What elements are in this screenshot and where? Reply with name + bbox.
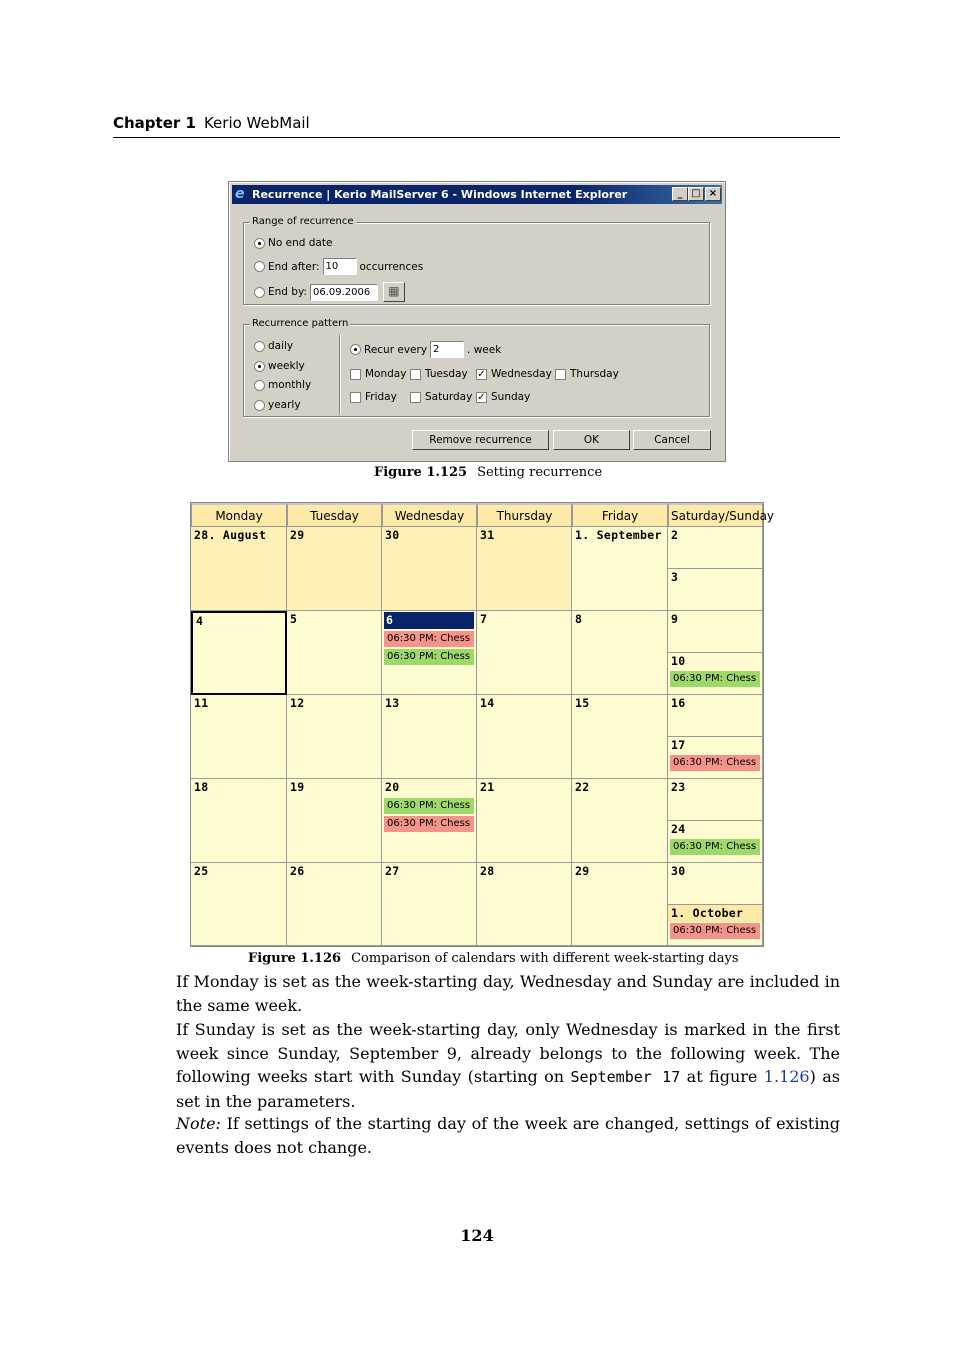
day-checkbox-tuesday[interactable] — [410, 368, 468, 380]
day-cell[interactable] — [382, 695, 477, 779]
day-checkbox-saturday[interactable] — [410, 391, 472, 403]
chapter-number: Chapter 1 — [113, 114, 196, 132]
friday-label: Friday — [365, 391, 397, 403]
cancel-button[interactable]: Cancel — [633, 430, 711, 450]
header-tuesday: Tuesday — [287, 503, 382, 527]
tuesday-checkbox[interactable] — [410, 369, 421, 380]
sunday-label: Sunday — [491, 391, 531, 403]
day-cell[interactable] — [382, 779, 477, 863]
dialog-titlebar — [232, 185, 722, 204]
event-chess[interactable]: 06:30 PM: Chess — [670, 755, 760, 771]
wednesday-label: Wednesday — [491, 368, 552, 380]
figure-label: Figure 1.125 — [374, 465, 468, 480]
remove-recurrence-button[interactable]: Remove recurrence — [412, 430, 549, 450]
sunday-checkbox[interactable]: ✓ — [477, 391, 486, 403]
day-number: 14 — [480, 696, 495, 710]
end-after-input[interactable]: 10 — [323, 258, 357, 275]
day-cell[interactable] — [287, 611, 382, 695]
saturday-label: Saturday — [425, 391, 473, 403]
day-number: 28 — [480, 864, 495, 878]
wednesday-checkbox[interactable]: ✓ — [477, 368, 486, 380]
ie-icon: e — [235, 186, 245, 202]
day-cell[interactable] — [572, 611, 668, 695]
day-cell[interactable] — [191, 527, 287, 611]
inline-code: September 17 — [570, 1068, 681, 1086]
weekly-option[interactable] — [254, 360, 305, 372]
monthly-option[interactable] — [254, 379, 311, 391]
monday-checkbox[interactable] — [350, 369, 361, 380]
day-cell[interactable] — [572, 527, 668, 611]
recur-every-row[interactable] — [350, 341, 501, 358]
day-number: 17 — [671, 738, 686, 752]
header-monday: Monday — [191, 503, 287, 527]
day-number: 25 — [194, 864, 209, 878]
day-cell[interactable] — [572, 695, 668, 779]
close-icon[interactable]: × — [705, 187, 721, 201]
day-number: 19 — [290, 780, 305, 794]
day-cell[interactable] — [668, 611, 763, 653]
day-number: 15 — [575, 696, 590, 710]
calendar-picker-icon[interactable]: ▦ — [383, 282, 405, 302]
day-number: 22 — [575, 780, 590, 794]
figure-link[interactable]: 1.126 — [763, 1067, 810, 1086]
pattern-group — [243, 318, 710, 417]
monday-label: Monday — [365, 368, 407, 380]
figure-text: Setting recurrence — [477, 465, 603, 480]
thursday-checkbox[interactable] — [555, 369, 566, 380]
end-by-option[interactable] — [254, 282, 405, 302]
monthly-radio[interactable] — [254, 380, 265, 391]
paragraph-text: If Sunday is set as the week-starting day, only Wednesday is marked in the first week since Sunday, September 9, already belongs to the following week. The following weeks start with Sunday (starting on — [176, 1020, 840, 1086]
friday-checkbox[interactable] — [350, 392, 361, 403]
day-number: 5 — [290, 612, 298, 626]
figure-1-125-caption — [374, 465, 602, 480]
day-number: 11 — [194, 696, 209, 710]
tuesday-label: Tuesday — [425, 368, 468, 380]
occurrences-label: occurrences — [359, 260, 424, 273]
yearly-option[interactable] — [254, 399, 301, 411]
day-number: 9 — [671, 612, 679, 626]
no-end-label: No end date — [268, 237, 333, 249]
day-checkbox-monday[interactable] — [350, 368, 406, 380]
day-number: 30 — [671, 864, 686, 878]
no-end-option[interactable] — [254, 237, 332, 249]
recur-every-radio[interactable] — [350, 344, 361, 355]
day-cell[interactable] — [668, 695, 763, 737]
day-cell[interactable] — [668, 821, 763, 863]
note-label: Note: — [176, 1114, 221, 1133]
day-cell-selected[interactable] — [191, 611, 287, 695]
end-by-radio[interactable] — [254, 287, 265, 298]
figure-label: Figure 1.126 — [248, 951, 342, 966]
day-checkbox-friday[interactable] — [350, 391, 397, 403]
event-chess[interactable]: 06:30 PM: Chess — [670, 839, 760, 855]
day-number: 6 — [384, 612, 474, 629]
day-cell[interactable] — [191, 779, 287, 863]
monthly-label: monthly — [268, 379, 312, 391]
day-checkbox-thursday[interactable] — [555, 368, 619, 380]
day-number: 12 — [290, 696, 305, 710]
maximize-icon[interactable]: □ — [688, 187, 704, 201]
day-number: 7 — [480, 612, 488, 626]
day-cell[interactable] — [477, 611, 572, 695]
header-weekend: Saturday/Sunday — [668, 503, 763, 527]
day-cell[interactable] — [382, 527, 477, 611]
day-cell[interactable] — [382, 863, 477, 946]
recur-every-label: Recur every — [364, 343, 428, 356]
saturday-checkbox[interactable] — [410, 392, 421, 403]
range-legend: Range of recurrence — [252, 216, 354, 227]
end-by-label: End by: — [268, 286, 307, 298]
page-header — [113, 114, 840, 138]
day-cell[interactable] — [668, 569, 763, 611]
day-cell[interactable] — [191, 863, 287, 946]
day-cell[interactable] — [572, 779, 668, 863]
event-chess[interactable]: 06:30 PM: Chess — [670, 923, 760, 939]
minimize-icon[interactable]: _ — [672, 187, 688, 201]
daily-radio[interactable] — [254, 341, 265, 352]
event-chess[interactable]: 06:30 PM: Chess — [384, 631, 474, 647]
day-cell[interactable] — [668, 653, 763, 695]
end-after-radio[interactable] — [254, 261, 265, 272]
day-number: 23 — [671, 780, 686, 794]
yearly-label: yearly — [268, 399, 301, 411]
event-chess[interactable]: 06:30 PM: Chess — [384, 816, 474, 832]
header-wednesday: Wednesday — [382, 503, 477, 527]
end-after-label: End after: — [268, 260, 320, 273]
day-number: 8 — [575, 612, 583, 626]
day-cell[interactable] — [668, 905, 763, 946]
figure-text: Comparison of calendars with different week-starting days — [351, 951, 739, 966]
day-number: 13 — [385, 696, 400, 710]
day-number: 27 — [385, 864, 400, 878]
note-text: If settings of the starting day of the week are changed, settings of existing events does not change. — [176, 1114, 840, 1157]
day-number: 26 — [290, 864, 305, 878]
dialog-title: Recurrence | Kerio MailServer 6 - Windows Internet Explorer — [252, 188, 628, 201]
day-cell[interactable] — [668, 779, 763, 821]
day-cell[interactable] — [477, 695, 572, 779]
day-number: 28. August — [194, 528, 267, 542]
day-cell[interactable] — [668, 737, 763, 779]
event-chess[interactable]: 06:30 PM: Chess — [384, 649, 474, 665]
paragraph-note — [176, 1112, 840, 1159]
recur-every-input[interactable]: 2 — [430, 341, 464, 358]
pattern-legend: Recurrence pattern — [252, 318, 349, 329]
day-number: 24 — [671, 822, 686, 836]
day-checkbox-sunday[interactable] — [476, 391, 530, 403]
day-number: 18 — [194, 780, 209, 794]
day-cell[interactable] — [287, 779, 382, 863]
thursday-label: Thursday — [570, 368, 619, 380]
day-number: 31 — [480, 528, 495, 542]
month-calendar — [190, 502, 775, 947]
day-number: 10 — [671, 654, 686, 668]
daily-label: daily — [268, 340, 294, 352]
ok-button[interactable]: OK — [553, 430, 630, 450]
header-thursday: Thursday — [477, 503, 572, 527]
figure-1-126-caption — [248, 951, 739, 966]
day-cell[interactable] — [477, 527, 572, 611]
page-number: 124 — [460, 1226, 494, 1245]
day-cell[interactable] — [191, 695, 287, 779]
no-end-radio[interactable] — [254, 238, 265, 249]
day-number: 1. October — [668, 905, 762, 922]
day-cell-today[interactable] — [382, 611, 477, 695]
event-chess[interactable]: 06:30 PM: Chess — [670, 671, 760, 687]
range-group — [243, 216, 710, 305]
end-by-input[interactable]: 06.09.2006 — [310, 284, 378, 301]
paragraph-text: ) as set in the parameters. — [176, 1067, 841, 1111]
day-number: 20 — [385, 780, 400, 794]
paragraph-monday: If Monday is set as the week-starting day, Wednesday and Sunday are included in the same week. — [176, 972, 840, 1015]
day-cell[interactable] — [477, 863, 572, 946]
day-cell[interactable] — [477, 779, 572, 863]
day-number: 1. September — [575, 528, 662, 542]
day-cell[interactable] — [572, 863, 668, 946]
paragraph-text: at figure — [680, 1067, 764, 1086]
daily-option[interactable] — [254, 340, 293, 352]
day-number: 29 — [575, 864, 590, 878]
event-chess[interactable]: 06:30 PM: Chess — [384, 798, 474, 814]
day-cell[interactable] — [668, 863, 763, 905]
weekly-radio[interactable] — [254, 361, 265, 372]
day-cell[interactable] — [668, 527, 763, 569]
chapter-title: Kerio WebMail — [203, 114, 310, 132]
pattern-divider — [339, 335, 341, 415]
yearly-radio[interactable] — [254, 400, 265, 411]
header-friday: Friday — [572, 503, 668, 527]
weekly-label: weekly — [268, 360, 305, 372]
week-label: . week — [467, 343, 502, 356]
day-number: 4 — [196, 614, 204, 628]
day-checkbox-wednesday[interactable] — [476, 368, 552, 380]
day-cell[interactable] — [287, 527, 382, 611]
day-number: 3 — [671, 570, 679, 584]
day-number: 16 — [671, 696, 686, 710]
day-number: 29 — [290, 528, 305, 542]
day-number: 21 — [480, 780, 495, 794]
recurrence-dialog — [228, 181, 726, 462]
paragraph-sunday — [176, 1018, 840, 1113]
day-number: 30 — [385, 528, 400, 542]
day-cell[interactable] — [287, 695, 382, 779]
day-cell[interactable] — [287, 863, 382, 946]
end-after-option[interactable] — [254, 258, 423, 275]
day-number: 2 — [671, 528, 679, 542]
